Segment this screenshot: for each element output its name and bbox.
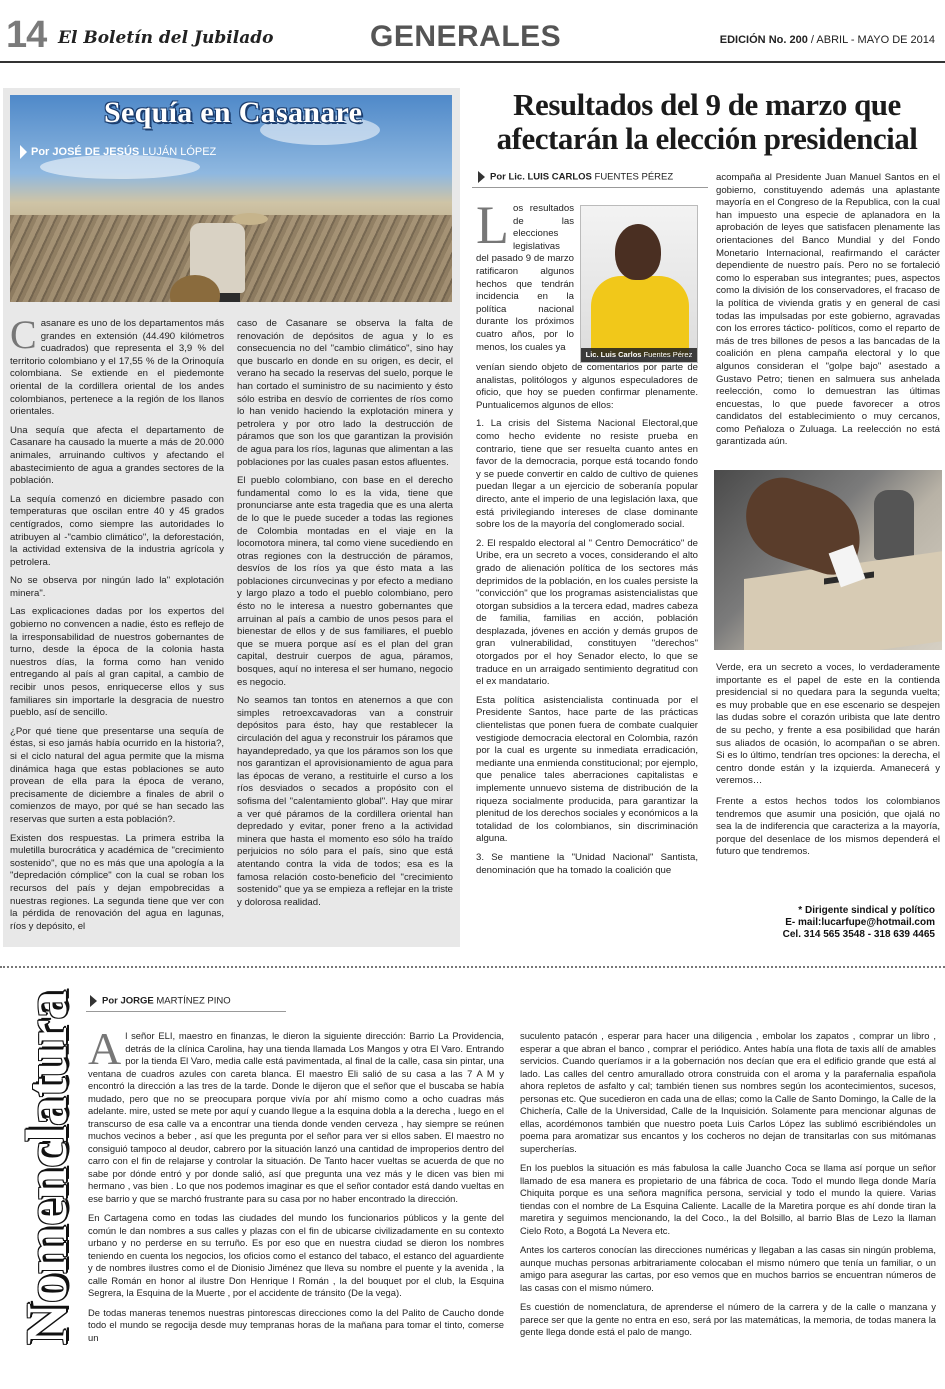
resultados-title: Resultados del 9 de marzo que afectarán la elección presidencial xyxy=(496,87,918,156)
drop-cap: A xyxy=(88,1023,122,1074)
resultados-column-2b xyxy=(716,662,940,865)
edition-number: No. 200 xyxy=(768,34,808,46)
farmer-hat xyxy=(232,213,268,225)
paragraph: Es cuestión de nomenclatura, de aprenderse el número de la carrera y de la calle o manzana y parece ser que la gente no entra en eso, será por las matemáticas, la memoria, de todas manera la gente llega donde está el palo de mango. xyxy=(520,1301,936,1337)
paragraph: 2. El respaldo electoral al " Centro Democrático" de Uribe, era un secreto a voces, considerando el alto grado de alienación política de los sectores más deprimidos de la población, en los cuales persiste la "convicción" que los programas asistencialistas que otorgan subsidios a la tercera edad, madres cabeza de familia, familias en acción, población desplazada, jóvenes en acción y demás grupos de gran vulnerabilidad, constituyen "derechos" otorgados por el hoy Senador electo, lo que se traduce en un arraigado sentimiento degratitud con el ex mandatario. xyxy=(476,537,698,688)
voting-photo xyxy=(714,470,942,650)
paragraph: Esta política asistencialista continuada por el Presidente Santos, hace parte de las prácticas clientelistas que ponen fuera de combate cualquier vestigiode democracia electoral en Colombia, razón por la cual es urgente su inmediata erradicación, mediante una enmienda constitucional; por ejemplo, que penalice tales aberraciones capitalistas e implemente unnuevo sistema de distribución de la riqueza socialmente producida, para garantizar la plenitud de los derechos sociales y económicos a la totalidad de los colombianos, sin discriminación alguna. xyxy=(476,694,698,845)
section-title: GENERALES xyxy=(370,20,562,53)
dotted-separator xyxy=(0,966,945,968)
page-header xyxy=(0,0,945,64)
edition-label: EDICIÓN xyxy=(719,34,766,46)
paragraph: 3. Se mantiene la "Unidad Nacional" Santista, denominación que ha tomado la coalición que xyxy=(476,851,698,876)
portrait-shirt xyxy=(591,276,689,356)
paragraph: venían siendo objeto de comentarios por parte de analistas, politólogos y algunos especuladores de oficio, que hoy se pueden confirmar plenamente. Puntualicemos algunos de ellos: xyxy=(476,362,698,411)
paragraph: No seamos tan tontos en atenernos a que con simples retroexcavadoras van a construir depósitos para ésto, hay que restablecer la circulación del agua y reconstruir los páramos que hayandepredado, ya que los páramos son los que nos garantizan el aprovisionamiento de agua para las épocas de verano, a restituirle el curso a los ríos desviados o secados a propósito con el sofisma del "calentamiento global". Hay que mirar a ver qué páramos de la cordillera oriental han depredado y evitar, poner freno a la actividad minera que hasta el momento eso sólo ha traído perjuicios no sólo para el país, sino que está atentando contra la vida de todos; esa es la famosa relación costo-beneficio del "crecimiento sostenido" que ya se empieza a reflejar en la triste y dolorosa realidad. xyxy=(237,695,453,908)
nomenclatura-column-1 xyxy=(88,1023,504,1351)
header-rule xyxy=(0,61,945,63)
paragraph: Las explicaciones dadas por los expertos del gobierno no convencen a nadie, ésto es reflejo de la irresponsabilidad de nuestros gobernantes de turno, desde la época de la colonia hasta nuestros días, la forma como han venido entregando al país al gran capital, a cambio de recibir unos pesos, enriquecerse ellos y sus familiares sin importarle la desgracia de nuestro pueblo, así de sencillo. xyxy=(10,606,224,719)
edition-info xyxy=(720,34,935,46)
signature-role: * Dirigente sindical y político xyxy=(798,905,935,916)
publication-name: El Boletín del Jubilado xyxy=(58,28,274,48)
paragraph: De todas maneras tenemos nuestras pintorescas direcciones como la del Palito de Caucho donde todo el mundo se regocija desde muy tempranas horas de la mañana para tomar el tinto, comerse un xyxy=(88,1306,504,1343)
paragraph-text: l señor ELI, maestro en finanzas, le dieron la siguiente dirección: Barrio La Providencia, detrás de la clínica Carolina, hay una tienda llamada Los Mangos y otra El Varo. Entrando por la tienda El Varo, media calle está pavimentada, al final de la calle, casa sin pintar, una ventana de cuadros azules con careta blanca. El maestro Eli salió de su casa a las 7 A M y encontró la dirección a las tres de la tarde. Donde le dijeron que el señor que el buscaba se había mudado, pero que no se preocupara porque vivía por ahí mismo como a ocho cuadras más adelante. mire, usted se mete por aquí y cuando llegue a la esquina dobla a la derecha , luego en el transcurso de esa calle va a encontrar una tienda donde venden cerveza , hay siempre se reúnen muchos vecinos a beber , así que les pregunta por el señor para ver si ellos saben. El maestro no consiguió tampoco al deudor, cabrero por la situación lanzó una cantidad de improperios dentro del carro con el fin de relajarse y controlar la situación. De Tanto hacer vueltas se acuerda de que no sabe por dónde entró y por donde salió, así que pregunta una vez más y le dicen vas bien mi hermano , vas bien . Lo que nos podemos imaginar es que el señor contador está dando vueltas en ese barrio y que se marchó frustrante para su casa por no haber encontrado la dirección. xyxy=(88,1030,504,1204)
paragraph-text: asanare es uno de los departamentos más grandes en extensión (44.490 kilómetros cuadrados) que representa el 3,9 % del territorio colombiano y el 17,55 % de la Orinoquía colombiana. Se extiende en el piedemonte oriental de la cordillera oriental de los andes colombianos, pertenece a la región de los llanos orientales. xyxy=(10,318,224,418)
sequia-title: Sequía en Casanare xyxy=(104,96,363,129)
nomenclatura-author xyxy=(90,995,231,1007)
author-name: LUIS CARLOS xyxy=(527,171,592,183)
paragraph: La sequía comenzó en diciembre pasado con temperaturas que oscilan entre 40 y 45 grados centígrados, como siempre las autoridades lo atribuyen al -"cambio climático", la deforestación, la actividad extensiva de la industria agrícola y petrolera. xyxy=(10,493,224,568)
background-person xyxy=(874,490,914,560)
paragraph: El pueblo colombiano, con base en el derecho fundamental como lo es la vida, tiene que pronunciarse ante esta tragedia que es una alerta de lo que le puede suceder a todas las regiones de Colombia montadas en el viaje en la locomotora minera, tal como viene sucediendo en otras regiones con la destrucción de páramos, desvíos de los ríos ya que ésto mata a las poblaciones circunvecinas y por efecto a mediano y largo plazo a todo el pueblo colombiano, pero ésto no le interesa a nuestro gobernantes que arruinan al país a cambio de unos pesos para el bienestar de ellos y de sus familiares, el pueblo que se muera porque así es el plan del gran capital, destruir cuerpos de agua, páramos, bosques, aquí no interesa el ser humano, negocio es negocio. xyxy=(237,475,453,688)
paragraph xyxy=(476,195,574,354)
author-portrait xyxy=(580,205,698,363)
triangle-icon xyxy=(478,171,485,183)
edition-date: / ABRIL - MAYO DE 2014 xyxy=(810,34,935,46)
triangle-icon xyxy=(90,995,97,1007)
caption-rest: Fuentes Pérez xyxy=(643,350,693,359)
author-prefix: Por xyxy=(102,995,118,1007)
paragraph: ¿Por qué tiene que presentarse una sequía de éstas, si eso jamás había ocurrido en la historia?, si el ciclo natural del agua permite que la misma dinámica haga que estas poblaciones se auto provean de ella para la época de verano, precisamente de diciembre a finales de abril o comienzos de mayo, por qué se han secado las reservas que surten a esta población?. xyxy=(10,725,224,825)
resultados-intro-narrow xyxy=(476,195,574,360)
resultados-column-1 xyxy=(476,362,698,883)
nomenclatura-column-2 xyxy=(520,1030,936,1346)
author-name: JOSÉ DE JESÚS xyxy=(52,145,140,158)
paragraph: Una sequía que afecta el departamento de Casanare ha causado la muerte a más de 20.000 animales, arruinando cultivos y afectando el abastecimiento de agua a grandes sectores de la población. xyxy=(10,424,224,487)
signature-email: E- mail:lucarfupe@hotmail.com xyxy=(785,917,935,928)
author-last: FUENTES PÉREZ xyxy=(594,171,674,183)
paragraph xyxy=(88,1023,504,1205)
drop-cap: L xyxy=(476,195,509,255)
paragraph: Frente a estos hechos todos los colombianos tendremos que asumir una posición, que ojalá no sea la de indiferencia que caracteriza a la mayoría, porque del desenlace de los mismos dependerá el futuro que tendremos. xyxy=(716,795,940,858)
paragraph: caso de Casanare se observa la falta de renovación de depósitos de agua y lo es consecuencia no del "cambio climático", sino hay que buscarlo en donde en su origen, es decir, el verano ha secado la reservas del suelo, porque le han cortado el suministro de su nacimiento y ésto sólo estriba en desvío de corrientes de ríos como lo han venido haciendo la explotación minera y petrolera y por otro lado la destrucción de páramos que son los que garantizan la provisión de agua para los ríos, lagunas que alimentan a las poblaciones por las cuales pasan estos afluentes. xyxy=(237,318,453,468)
paragraph: acompaña al Presidente Juan Manuel Santos en el gobierno, constituyendo además una aplastante mayoría en el Congreso de la Republica, con la cual han impuesto una especie de aplanadora en la aprobación de leyes que satisfacen plenamente las orientaciones del Banco Mundial y del Fondo Monetario Internacional, reafirmando el carácter dependiente de nuestro país. Pero no se fortaleció como lo esperaban sus integrantes; pues, aspectos como la división de los conservadores, el fracaso de la política de vivienda gratis y en general de casi todas las impulsadas por este gobierno, agravadas con los errores táctico- políticos, como el reparto de más de tres billones de pesos a las bancadas de la coalición en plena campaña electoral y lo que algunos consideran el "golpe bajo" asestado a Gustavo Petro; tienen en salmuera sus anhelada reelección, como lo demuestran las últimas encuestas, lo que puede favorecer a otros candidatos del establecimiento o muy cercanos, como Peñaloza o Zuluaga. La reelección no está garantizada aún. xyxy=(716,172,940,448)
sequia-column-2 xyxy=(237,318,453,915)
author-last: MARTÍNEZ PINO xyxy=(156,995,231,1007)
paragraph: suculento patacón , esperar para hacer una diligencia , embolar los zapatos , comprar un libro , esperar a que abran el banco , comprar el periódico. Antes había una flota de taxis allí de amables servicios. Cuando queríamos ir a la gobernación nos decían que era el edificio grande que está al lado. Las calles del centro amurallado otrora construida con el aroma y la parafernalia española ahora repletos de asfalto y cal; también tienen sus nombres según los acontecimientos, sucesos, personas etc. Que sucedieron en cada una de ellas; como la Calle de Santo Domingo, la Calle de la Chichería, Calle de la Universidad, Calle de la Inquisición. Solamente para mencionar algunas de ellas, acordémonos también que nuestro poeta Luis Carlos López las sublimó escribiéndoles un poema para aromatizar sus encantos y los cocheros no dejan de transitarlas con sus mitómanas supercherías. xyxy=(520,1030,936,1154)
author-rule xyxy=(472,187,708,188)
paragraph-text: os resultados de las elecciones legislativas del pasado 9 de marzo ratificaron algunos hechos que tendrán incidencia en la política nacional durante los próximos cuatro años, por lo menos, los cuales ya xyxy=(476,203,574,353)
sequia-column-1 xyxy=(10,312,224,939)
author-last: LUJÁN LÓPEZ xyxy=(142,145,217,158)
portrait-caption xyxy=(581,348,697,362)
paragraph: Existen dos respuestas. La primera estriba la muletilla burocrática y académica de "crecimiento sostenido", que no es más que una apología a la "depredación cómplice" con la cual se roban los recursos del país y dejan empobrecidas a nuestras regiones. La segunda tiene que ver con la pérdida de renovación del agua en lagunas, ríos y depósito, el xyxy=(10,832,224,932)
resultados-column-2 xyxy=(716,172,940,455)
page-number: 14 xyxy=(6,14,47,56)
caption-bold: Lic. Luis Carlos xyxy=(585,350,642,359)
resultados-author xyxy=(478,171,673,183)
paragraph: No se observa por ningún lado la" explotación minera". xyxy=(10,575,224,599)
author-prefix: Por Lic. xyxy=(490,171,525,183)
paragraph xyxy=(10,312,224,419)
author-name: JORGE xyxy=(120,995,154,1007)
author-signature xyxy=(783,905,935,941)
signature-phone: Cel. 314 565 3548 - 318 639 4465 xyxy=(782,929,935,940)
nomenclatura-title: Nomenclatura xyxy=(14,990,79,1345)
drop-cap: C xyxy=(10,312,37,357)
author-prefix: Por xyxy=(31,145,50,158)
sequia-author xyxy=(20,145,216,159)
paragraph: En Cartagena como en todas las ciudades del mundo los funcionarios públicos y la gente del común le dan nombres a sus calles y plazas con el fin de ubicarse civilizadamente en su contexto urbano y no perderse en su terruño. Es por eso que en nuestra ciudad se dieron los nombres teniendo en cuenta los negocios, los oficios como el estanco del tabaco, el estanco del aguardiente y de nombres ilustres como el de Dionisio Jiménez que lleva su nombre el puente y la avenida , la calle Román en honor al ilustre Don Henrique l Román , la del bouquet por el club, la Esquina Segrera, la Esquina de la Muerte , por el accidente de tránsito (De la vega). xyxy=(88,1212,504,1298)
paragraph: 1. La crisis del Sistema Nacional Electoral,que como hecho evidente no resiste prueba en contrario, tiene que ser resuelta cuanto antes en favor de la democracia, porque está tocando fondo y se puede convertir en caldo de cultivo de quienes puedan llegar a un ejercicio de soberanía popular directo, ante el imperio de una legislación laxa, que está privilegiando intereses de clase dominante sobre los de la mayoría del conglomerado social. xyxy=(476,418,698,531)
paragraph: Verde, era un secreto a voces, lo verdaderamente importante es el papel de este en la contienda presidencial si no quedara para la segunda vuelta; es muy probable que en ese escenario se despejen las dudas sobre el corazón uribista que late dentro de su pecho, y frente a esa posibilidad que harán sus aliados de ocasión, lo acompañan o se abren. Si es lo último, tendrían tres opciones: la derecha, el centro donde están y la izquierda. Amanecerá y veremos… xyxy=(716,662,940,787)
triangle-icon xyxy=(20,145,27,159)
paragraph: Antes los carteros conocían las direcciones numéricas y llegaban a las casas sin ningún problema, aunque muchas personas arbitrariamente colocaban el mismo número que tenía un familiar, o un amigo para asegurar las cartas, por eso vemos que en muchos barrios se encuentran números de las casas con el mismo número. xyxy=(520,1244,936,1293)
portrait-head xyxy=(615,224,661,280)
author-rule xyxy=(86,1011,286,1012)
paragraph: En los pueblos la situación es más fabulosa la calle Juancho Coca se llama así porque un señor llamado de esa manera es propietario de una fábrica de coca. Todo el mundo llega donde María Chiquita porque es una señora magnífica persona, servicial y todo el mundo la quiere. Varias tiendas con el nombre de La Esquina Caliente. Lacalle de la Maretira porque es ahí donde tiran la maretira y seguimos mencionando, la del Coco., la del Bolsillo, al barrio Blas de Lezo la llaman Cielo Roto, a Bogotá La Nevera etc. xyxy=(520,1162,936,1236)
